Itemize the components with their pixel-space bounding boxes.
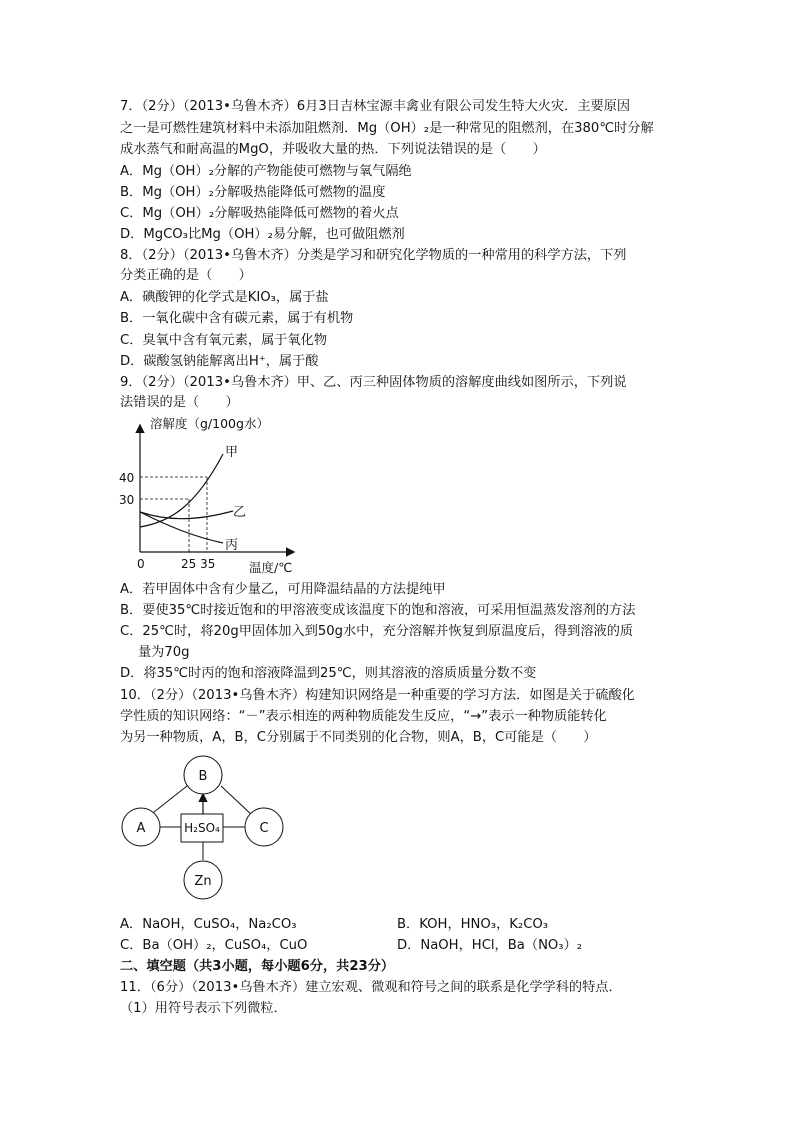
q9-option-c-line2: 量为70g — [138, 645, 190, 660]
node-c-label: C — [259, 821, 269, 836]
q7-stem-line3: 成水蒸气和耐高温的MgO，并吸收大量的热．下列说法错误的是（ ） — [120, 142, 546, 157]
q10-stem-line2: 学性质的知识网络：“－”表示相连的两种物质能发生反应，“→”表示一种物质能转化 — [120, 709, 607, 724]
x-axis-label: 温度/℃ — [249, 560, 293, 575]
q9-option-a: A．若甲固体中含有少量乙，可用降温结晶的方法提纯甲 — [120, 582, 446, 597]
q10-option-a: A．NaOH，CuSO₄，Na₂CO₃ — [120, 917, 297, 932]
q11-stem-line2: （1）用符号表示下列微粒． — [120, 1001, 287, 1016]
q10-stem-line3: 为另一种物质，A，B，C分别属于不同类别的化合物，则A，B，C可能是（ ） — [120, 730, 597, 745]
q7-option-a: A．Mg（OH）₂分解的产物能使可燃物与氧气隔绝 — [120, 164, 412, 179]
q10-option-d: D．NaOH，HCl，Ba（NO₃）₂ — [397, 938, 583, 953]
curve-bing — [140, 512, 223, 543]
q8-option-b: B．一氧化碳中含有碳元素，属于有机物 — [120, 311, 354, 326]
q7-option-d: D．MgCO₃比Mg（OH）₂易分解，也可做阻燃剂 — [120, 227, 405, 242]
node-zn-label: Zn — [194, 874, 212, 889]
q9-stem-line2: 法错误的是（ ） — [120, 395, 239, 410]
node-a-label: A — [136, 821, 146, 836]
q10-stem-line1: 10．（2分）（2013•乌鲁木齐）构建知识网络是一种重要的学习方法．如图是关于硫酸化 — [120, 688, 635, 703]
node-h2so4-label: H₂SO₄ — [184, 821, 220, 835]
q7-option-c: C．Mg（OH）₂分解吸热能降低可燃物的着火点 — [120, 206, 399, 221]
q9-option-c-line1: C．25℃时，将20g甲固体加入到50g水中，充分溶解并恢复到原温度后，得到溶液的质 — [120, 624, 634, 639]
q8-option-d: D．碳酸氢钠能解离出H⁺，属于酸 — [120, 354, 319, 369]
tick-30: 30 — [119, 493, 135, 507]
node-b-label: B — [198, 769, 208, 784]
tick-40: 40 — [119, 471, 135, 485]
label-yi: 乙 — [233, 505, 247, 520]
q9-stem-line1: 9．（2分）（2013•乌鲁木齐）甲、乙、丙三种固体物质的溶解度曲线如图所示，下列说 — [120, 375, 627, 390]
q10-option-c: C．Ba（OH）₂，CuSO₄，CuO — [120, 938, 308, 953]
q8-option-c: C．臭氧中含有氧元素，属于氧化物 — [120, 333, 328, 348]
tick-25-35: 25 35 — [181, 557, 216, 571]
sulfuric-acid-network — [115, 750, 295, 910]
curve-yi — [140, 511, 233, 519]
q8-stem-line1: 8．（2分）（2013•乌鲁木齐）分类是学习和研究化学物质的一种常用的科学方法，下列 — [120, 248, 627, 263]
q10-option-b: B．KOH，HNO₃，K₂CO₃ — [397, 917, 549, 932]
q8-stem-line2: 分类正确的是（ ） — [120, 268, 252, 283]
label-bing: 丙 — [225, 538, 239, 553]
q7-option-b: B．Mg（OH）₂分解吸热能降低可燃物的温度 — [120, 185, 386, 200]
q9-option-b: B．要使35℃时接近饱和的甲溶液变成该温度下的饱和溶液，可采用恒温蒸发溶剂的方法 — [120, 603, 636, 618]
tick-origin: 0 — [137, 557, 145, 571]
q7-stem-line1: 7．（2分）（2013•乌鲁木齐）6月3日吉林宝源丰禽业有限公司发生特大火灾．主要原因 — [120, 99, 631, 114]
solubility-graph — [115, 412, 315, 582]
y-axis-label: 溶解度（g/100g水） — [150, 416, 269, 431]
q7-stem-line2: 之一是可燃性建筑材料中未添加阻燃剂．Mg（OH）₂是一种常见的阻燃剂，在380℃时分解 — [120, 121, 654, 136]
q8-option-a: A．碘酸钾的化学式是KIO₃，属于盐 — [120, 290, 329, 305]
label-jia: 甲 — [225, 445, 239, 460]
q11-stem-line1: 11．（6分）（2013•乌鲁木齐）建立宏观、微观和符号之间的联系是化学学科的特点． — [120, 980, 622, 995]
section-title: 二、填空题（共3小题，每小题6分，共23分） — [120, 959, 395, 974]
q9-option-d: D．将35℃时丙的饱和溶液降温到25℃，则其溶液的溶质质量分数不变 — [120, 666, 537, 681]
